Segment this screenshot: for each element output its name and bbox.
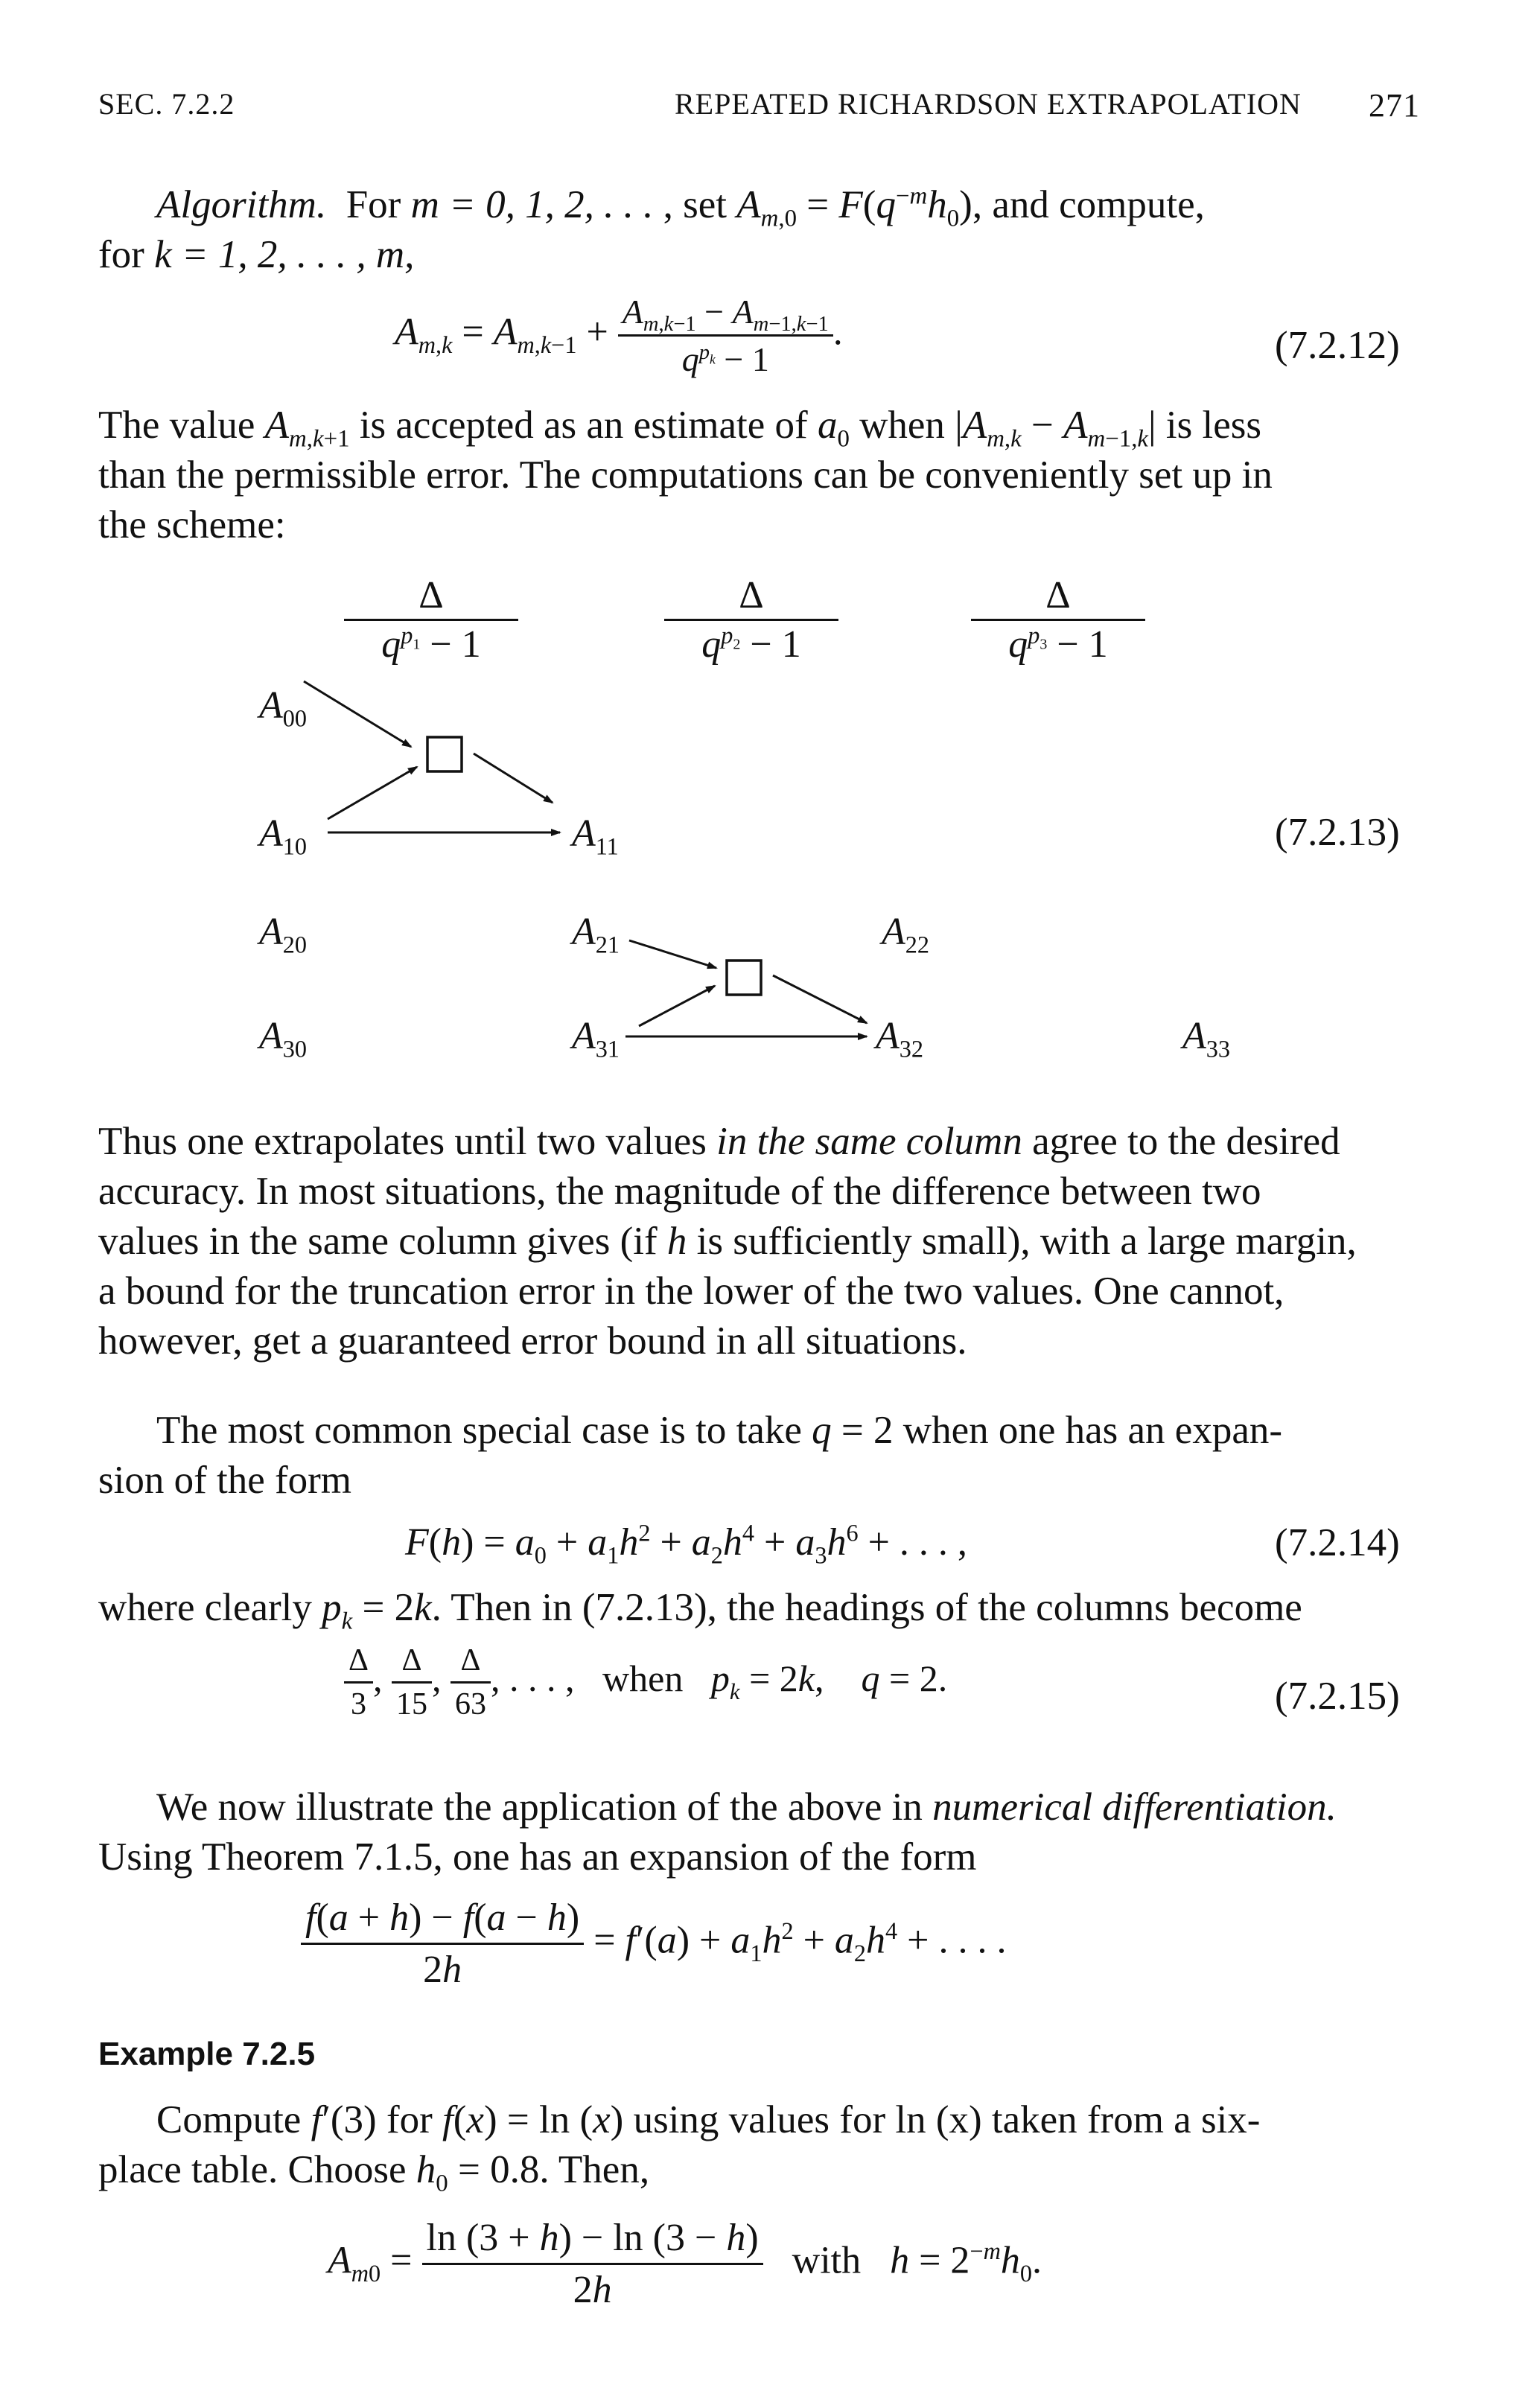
central-difference-expansion: $\frac{f(a + h) - f(a - h)}{2h}$ = $f'(a) + a_1h^2 + a_2h^4$ + . . . . <box>301 1896 1007 1992</box>
label-a21: $A_{21}$ <box>572 911 620 958</box>
equation-number: (7.2.12) <box>1275 324 1400 367</box>
arrow-box-to-a11 <box>474 754 553 803</box>
combine-box-1 <box>427 737 462 771</box>
combine-box-2 <box>727 961 761 995</box>
where-clearly-line: where clearly $p_k = 2k$. Then in (7.2.13), the headings of the columns become <box>98 1586 1302 1635</box>
extrapolation-scheme-arrows <box>0 0 1525 1102</box>
arrow-a31-to-box <box>639 986 715 1026</box>
equation-7-2-15: $\frac{\Delta}{3}$ , $\frac{\Delta}{15}$ , $\frac{\Delta}{63}$ , . . . , when $p_k = 2k$, q = 2. <box>344 1643 947 1722</box>
column-heading-3: $\frac{\Delta}{q^{p_3} - 1}$ <box>971 573 1145 666</box>
arrow-a21-to-box <box>629 940 716 968</box>
algorithm-label: Algorithm. <box>156 183 327 226</box>
equation-number: (7.2.15) <box>1275 1675 1400 1718</box>
equation-number: (7.2.13) <box>1275 811 1400 854</box>
accept-paragraph: The value $A_{m,k+1}$ is accepted as an estimate of $a_0$ when $|A_{m,k} - A_{m-1,k}|$ is less than the permissible error. The computations can be conveniently set up in the scheme: <box>98 404 1273 547</box>
illustrate-paragraph: We now illustrate the application of the above in numerical differentiation. Using Theorem 7.1.5, one has an expansion of the form <box>98 1786 1337 1879</box>
label-a22: $A_{22}$ <box>882 911 929 958</box>
amo-definition-equation: $A_{m0}$ = $\frac{\ln (3 + h) - \ln (3 - h)}{2h}$ with $h = 2^{-m}h_0$. <box>328 2217 1042 2311</box>
example-heading: Example 7.2.5 <box>98 2036 316 2072</box>
label-a11: $A_{11}$ <box>572 812 619 860</box>
label-a00: $A_{00}$ <box>259 684 307 732</box>
running-head-section: SEC. 7.2.2 <box>98 87 235 121</box>
arrow-box-to-a32 <box>773 975 867 1023</box>
algorithm-paragraph: Algorithm. For m = 0, 1, 2, . . . , set $A_{m,0} = F(q^{-m}h_0)$, and compute, for k = 1, 2, . . . , m, <box>98 182 1205 276</box>
equation-7-2-12: $A_{m,k} = A_{m,k-1}$ + $\frac{A_{m,k-1} - A_{m-1,k-1}}{q^{p_k} - 1}$ . <box>395 293 843 378</box>
running-head-title: REPEATED RICHARDSON EXTRAPOLATION <box>675 87 1302 121</box>
equation-7-2-14: $F(h) = a_0 + a_1h^2 + a_2h^4 + a_3h^6$ + . . . , <box>405 1519 967 1569</box>
thus-paragraph: Thus one extrapolates until two values in the same column agree to the desired accuracy. In most situations, the magnitude of the difference between two values in the same column gives (if h is sufficiently small), with a large margin, a bound for the truncation error in the lower of the two values. One cannot, however, get a guaranteed error bound in all situations. <box>98 1120 1357 1363</box>
arrow-a00-to-box <box>304 681 411 747</box>
page-number: 271 <box>1369 87 1420 124</box>
column-heading-1: $\frac{\Delta}{q^{p_1} - 1}$ <box>344 573 518 666</box>
compute-paragraph: Compute f′(3) for f(x) = ln (x) using values for ln (x) taken from a six- place table. Choose $h_0 = 0.8$. Then, <box>98 2098 1261 2197</box>
label-a10: $A_{10}$ <box>259 812 307 860</box>
arrow-a10-to-box <box>328 767 417 819</box>
label-a20: $A_{20}$ <box>259 911 307 958</box>
column-heading-2: $\frac{\Delta}{q^{p_2} - 1}$ <box>664 573 838 666</box>
label-a30: $A_{30}$ <box>259 1015 307 1063</box>
equation-number: (7.2.14) <box>1275 1521 1400 1564</box>
label-a31: $A_{31}$ <box>572 1015 620 1063</box>
common-case-paragraph: The most common special case is to take q = 2 when one has an expan- sion of the form <box>98 1409 1282 1502</box>
label-a32: $A_{32}$ <box>876 1015 923 1063</box>
label-a33: $A_{33}$ <box>1182 1015 1230 1063</box>
